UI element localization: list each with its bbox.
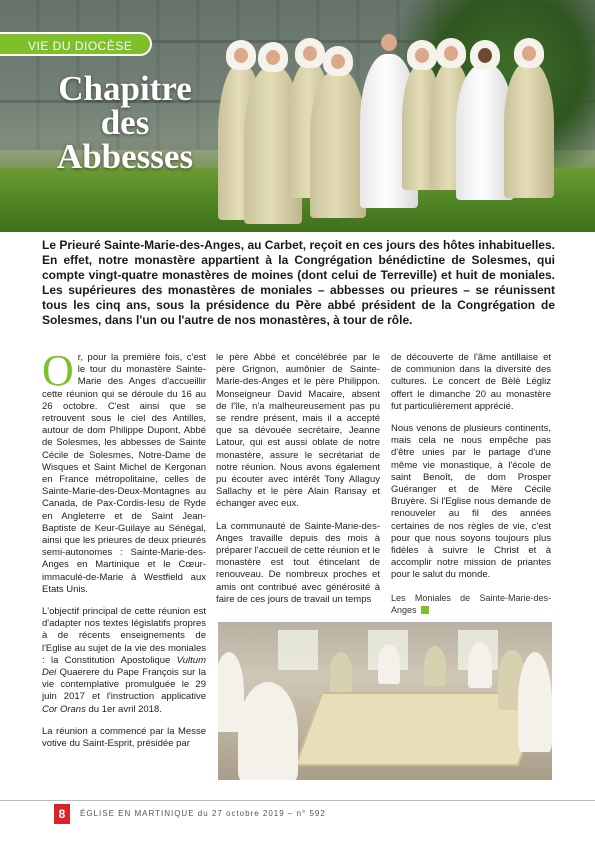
paragraph: le père Abbé et concélébrée par le père Grignon, aumônier de Sainte-Marie-des-Anges et le père Philippon. Monseigneur David Macaire, absent de l'île, n'a malheureusement pas pu se rendre présent, mais il a accepté que sa dévouée secrétaire, Jeanne Latour, qui est aussi oblate de notre monastère, assure le secrétariat de notre réunion. Nous avons également pu écouter avec intérêt Tony Allaguy Sallachy et le père Alain Ransay et échanger avec eux. (216, 352, 380, 510)
title-line: Abbesses (56, 137, 194, 176)
paragraph (42, 606, 206, 716)
photo-window (278, 630, 318, 670)
photo-caption (391, 592, 551, 616)
photo-figure (518, 652, 552, 752)
drop-cap: O (42, 346, 74, 395)
caption-text: Les Moniales de Sainte-Marie-des-Anges (391, 592, 551, 615)
paragraph (42, 346, 206, 596)
photo-figure (424, 646, 446, 686)
paragraph: La communauté de Sainte-Marie-des-Anges travaille depuis des mois à préparer l'accueil de cette réunion et le monastère est tout étincelant de renouveau. De nombreux proches et amis ont contribué avec générosité à faire de ces jours de travail un temps (216, 520, 380, 605)
meeting-photo (218, 622, 552, 780)
title-line: des (100, 103, 150, 142)
footer-rule (0, 800, 595, 801)
hero-photo (0, 0, 595, 232)
footer-text: ÉGLISE EN MARTINIQUE du 27 octobre 2019 – n° 592 (80, 809, 326, 818)
paragraph: La réunion a commencé par la Messe votive du Saint-Esprit, présidée par (42, 725, 206, 750)
paragraph-text: r, pour la première fois, c'est le tour du monastère Sainte-Marie des Anges d'accueillir cette réunion qui se déroule du 16 au 26 octobre. C'est ainsi que se retrouvent sous le ciel des Antilles, autour de dom Philippe Dupont, Abbé de Solesmes, les abbesses de Sainte Cécile de Solesmes, Notre-Dame de Wisques et Saint Michel de Kergonan en France métropolitaine, celles de Sainte-Marie-des-Deux-Montagnes au Canada, de Pax-Cordis-Iesu de Ryde en Angleterre et de Saint Jean-Baptiste de Keur-Guilaye au Sénégal, ainsi que les prieures de deux prieurés semi-autonomes : Sainte-Marie-des-Anges en Martinique et le Cœur-immaculé-de-Marie à Westfield aux Etats Unis. (42, 352, 206, 595)
section-tag: VIE DU DIOCÈSE (0, 32, 152, 56)
title-line: Chapitre (58, 69, 192, 108)
page-number: 8 (54, 804, 70, 824)
nun-figure (310, 46, 366, 218)
photo-figure (378, 644, 400, 684)
italic-title: Cor Orans (42, 703, 86, 715)
italic-title: Vultum Dei (42, 654, 206, 679)
paragraph: Nous venons de plusieurs continents, mais cela ne nous empêche pas d'être unies par le partage d'une même vie monastique, à l'école de saint Benoît, de dom Prosper Guéranger et de Mère Cécile Bruyère. Si l'Eglise nous demande de renouveler au fil des années certaines de nos règles de vie, c'est pour que nous soyons toujours plus fidèles à suivre le Christ et à accomplir notre mission de priantes pour le salut du monde. (391, 423, 551, 581)
page-title (40, 69, 210, 176)
paragraph-text: L'objectif principal de cette réunion est d'adapter nos textes législatifs propres à de récents enseignements de l'Eglise au sujet de la vie des moniales : la Constitution Apostolique (42, 606, 206, 666)
intro-paragraph: Le Prieuré Sainte-Marie-des-Anges, au Carbet, reçoit en ces jours des hôtes inhabituelles. En effet, notre monastère appartient à la Congrégation bénédictine de Solesmes, qui compte vingt-quatre monastères de moines (dont celui de Terreville) et huit de moniales. Les supérieures des monastères de moniales – abbesses ou prieures – se réunissent tous les cinq ans, sous la présidence du Père abbé président de la Congrégation de Solesmes, dans l'un ou l'autre de nos monastères, à tour de rôle. (42, 238, 555, 327)
paragraph-text: Quaerere du Pape François sur la vie contemplative promulguée le 29 juin 2017 et l'instruction applicative (42, 667, 206, 703)
article-column-1 (42, 346, 206, 760)
photo-figure (468, 642, 492, 688)
paragraph-text: du 1er avril 2018. (85, 703, 162, 715)
article-column-2 (216, 352, 380, 616)
paragraph: de découverte de l'âme antillaise et de communion dans la diversité des cultures. Le concert de Bèlè Légliz offert le dimanche 20 au monastère fut particulièrement apprécié. (391, 352, 551, 412)
photo-figure (330, 652, 352, 692)
nun-figure (504, 38, 554, 198)
photo-figure (238, 682, 298, 780)
end-mark-icon (421, 606, 429, 614)
article-column-3 (391, 352, 551, 616)
